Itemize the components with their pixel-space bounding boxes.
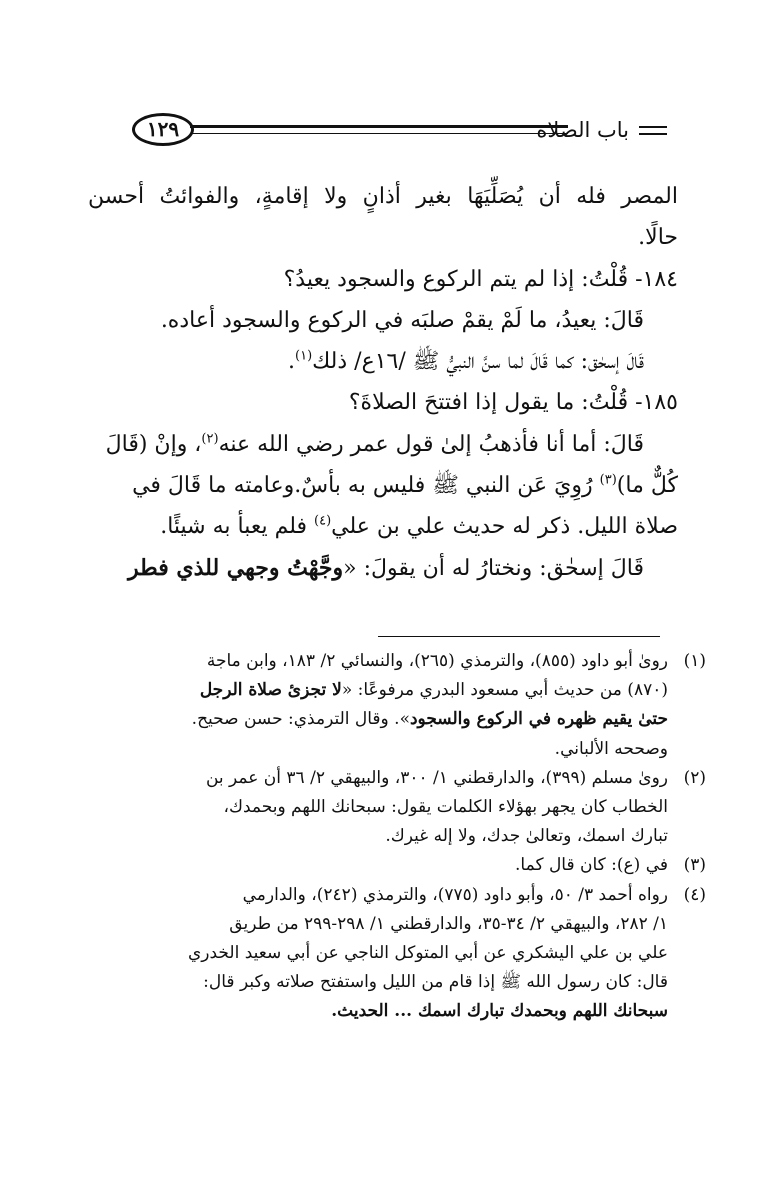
footnote-line — [88, 705, 706, 734]
question-text: إذا لم يتم الركوع والسجود يعيدُ؟ — [283, 266, 575, 292]
question-number: ١٨٤- — [635, 266, 678, 292]
quoted-supplication: وجَّهْتُ وجهي للذي فطر — [128, 554, 344, 581]
footnote-3 — [88, 851, 706, 880]
footnote-line: ١/ ٢٨٢، والبيهقي ٢/ ٣٤-٣٥، والدارقطني ١/ ٢٩٨-٢٩٩ من طريق — [229, 913, 668, 934]
footnote-number: (١) — [683, 651, 706, 671]
footnote-ref[interactable]: (١) — [295, 348, 313, 364]
answer-text: كُلٌّ ما) — [616, 473, 678, 499]
answer-text: ، وإنْ (قَالَ — [105, 431, 202, 457]
footnote-ref[interactable]: (٣) — [599, 472, 617, 488]
footnote-line: قال: كان رسول الله ﷺ إذا قام من الليل واستفتح صلاته وكبر قال: — [203, 972, 668, 993]
footnote-4 — [88, 881, 706, 910]
hadith-text: حتىٰ يقيم ظهره في الركوع والسجود — [409, 709, 668, 730]
footnote-line — [88, 676, 706, 705]
answer-text: ونختارُ له أن يقولَ: « — [343, 555, 533, 581]
answer-184 — [88, 300, 678, 341]
answer-185-line — [88, 506, 678, 547]
footnote-ref[interactable]: (٤) — [314, 514, 332, 530]
paragraph-line: المصر فله أن يُصَلِّيَهَا بغير أذانٍ ولا إقامةٍ، والفوائتُ أحسن — [88, 184, 678, 209]
answer-text: كما قَالَ لما سنَّ النبيُّ ﷺ /١٦ع/ ذلك — [312, 349, 574, 375]
speaker-label: قُلْتُ: — [581, 266, 629, 292]
header-rule — [190, 125, 568, 134]
footnote-number: (٤) — [683, 884, 706, 905]
footnote-line: سبحانك اللهم وبحمدك تبارك اسمك ... الحديث. — [331, 1001, 668, 1022]
answer-185-line — [88, 424, 678, 465]
answer-text: أما أنا فأذهبُ إلىٰ قول عمر رضي الله عنه — [218, 431, 597, 457]
speaker-label: قُلْتُ: — [581, 390, 629, 416]
speaker-label: قَالَ: — [603, 307, 644, 333]
answer-text: فلم يعبأ به شيئًا. — [160, 514, 308, 540]
header-ornament-mark — [639, 126, 667, 135]
main-text — [88, 176, 678, 589]
footnotes — [88, 647, 706, 1026]
speaker-label: قَالَ: — [603, 431, 644, 457]
footnote-text: روىٰ أبو داود (٨٥٥)، والترمذي (٢٦٥)، والنسائي ٢/ ١٨٣، وابن ماجة — [206, 651, 668, 671]
footnote-text: (٨٧٠) من حديث أبي مسعود البدري مرفوعًا: « — [341, 680, 668, 701]
footnote-1 — [88, 647, 706, 676]
footnote-text: ». وقال الترمذي: حسن صحيح. — [191, 709, 410, 730]
footnote-line: الخطاب كان يجهر بهؤلاء الكلمات يقول: سبحانك اللهم وبحمدك، — [223, 796, 668, 817]
paragraph-line: حالًا. — [638, 225, 678, 251]
footnote-number: (٣) — [683, 855, 706, 876]
answer-text: صلاة الليل. ذكر له حديث علي بن علي — [331, 514, 678, 540]
page-number: ١٢٩ — [132, 113, 194, 146]
speaker-label: قَالَ إسحٰق: — [580, 349, 644, 375]
page-header — [92, 112, 667, 152]
ishaq-185 — [88, 548, 678, 589]
footnote-line: وصححه الألباني. — [554, 738, 668, 759]
answer-185-line — [88, 465, 678, 506]
ishaq-184: قَالَ إسحٰق: كما قَالَ لما سنَّ النبيُّ ﷺ /١٦ع/ ذلك$^{(١)}$. — [288, 348, 644, 375]
footnote-text: رواه أحمد ٣/ ٥٠، وأبو داود (٧٧٥)، والترمذي (٢٤٢)، والدارمي — [242, 884, 668, 905]
footnote-ref[interactable]: (٢) — [201, 431, 219, 447]
speaker-label: قَالَ إسحٰق: — [539, 555, 644, 581]
footnote-line: علي بن علي اليشكري عن أبي المتوكل الناجي عن أبي سعيد الخدري — [187, 942, 668, 963]
question-text: ما يقول إذا افتتحَ الصلاةَ؟ — [348, 390, 575, 416]
footnote-separator — [378, 636, 660, 637]
question-185 — [88, 382, 678, 423]
answer-text: يعيدُ، ما لَمْ يقمْ صلبَه في الركوع والسجود أعاده. — [160, 307, 597, 333]
footnote-line: تبارك اسمك، وتعالىٰ جدك، ولا إله غيرك. — [385, 826, 668, 847]
chapter-title: باب الصلاة — [536, 118, 629, 142]
footnote-text: في (ع): كان قال كما. — [515, 855, 668, 876]
question-number: ١٨٥- — [635, 390, 678, 416]
footnote-text: روىٰ مسلم (٣٩٩)، والدارقطني ١/ ٣٠٠، والبيهقي ٢/ ٣٦ أن عمر بن — [205, 767, 668, 788]
footnote-number: (٢) — [683, 767, 706, 788]
hadith-text: لا تجزئ صلاة الرجل — [199, 680, 342, 701]
footnote-2 — [88, 764, 706, 793]
question-184 — [88, 259, 678, 300]
answer-text: رُوِيَ عَن النبي ﷺ فليس به بأسٌ.وعامته ما قَالَ في — [132, 473, 593, 499]
